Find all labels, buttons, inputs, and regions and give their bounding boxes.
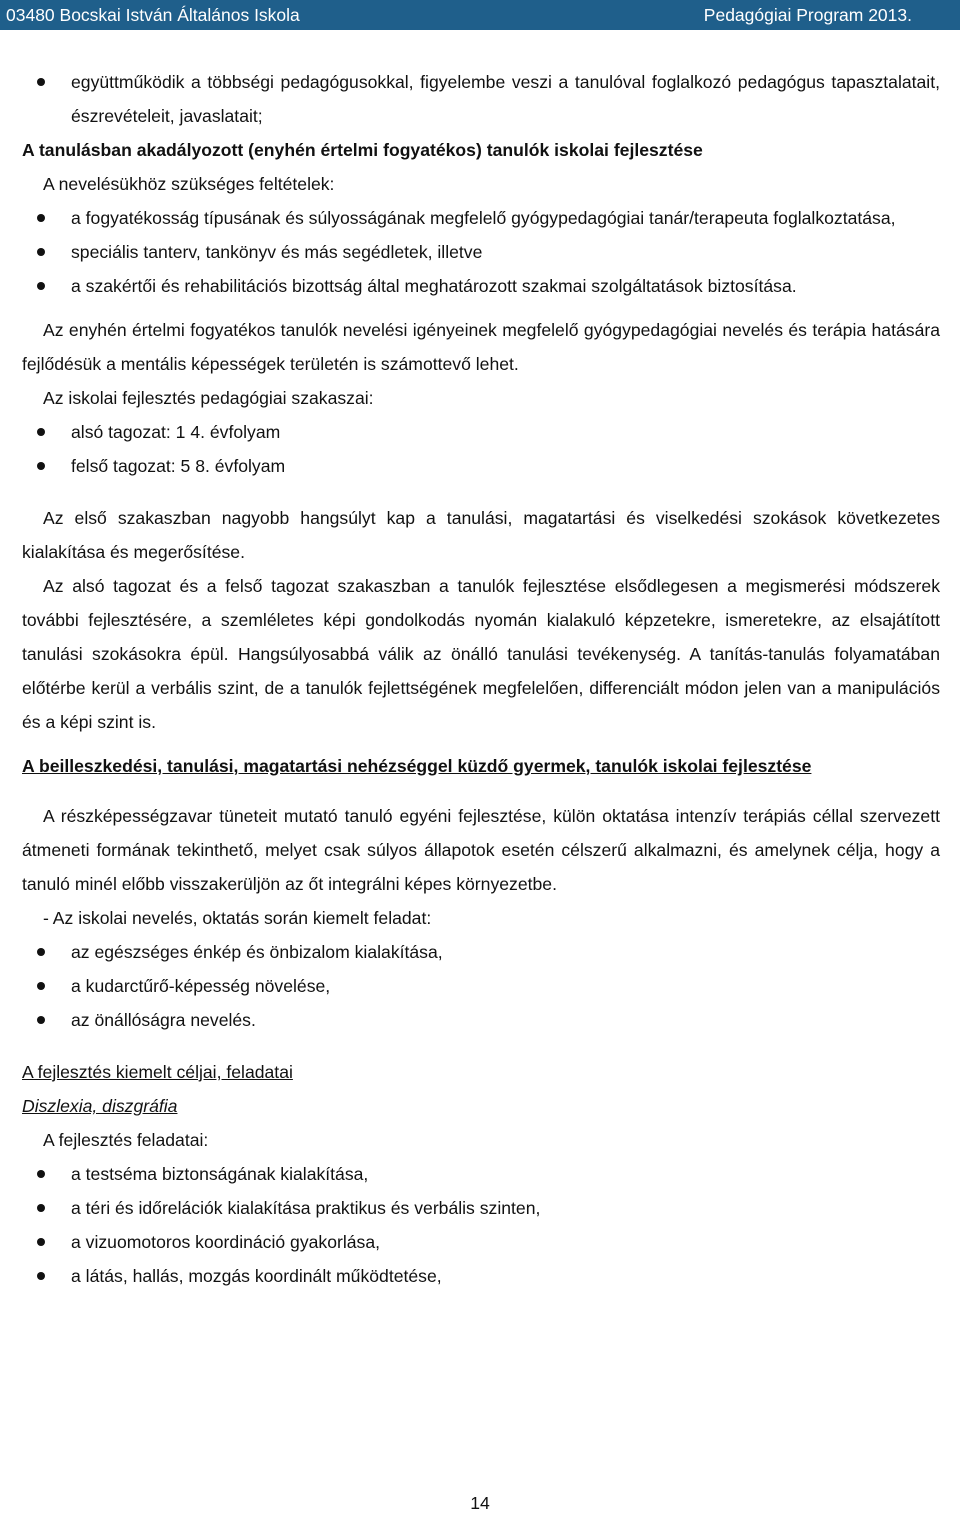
page-header (0, 0, 960, 30)
bullet-icon (37, 78, 45, 86)
development-intro: A fejlesztés feladatai: (43, 1130, 209, 1150)
tasks-intro: - Az iskolai nevelés, oktatás során kiemelt feladat: (43, 908, 432, 928)
list-item: felső tagozat: 5 8. évfolyam (22, 449, 940, 483)
list-item: a testséma biztonságának kialakítása, (22, 1157, 940, 1191)
bullet-icon (37, 214, 45, 222)
list-item: együttműködik a többségi pedagógusokkal, figyelembe veszi a tanulóval foglalkozó pedagógus tapasztalatait, észrevételeit, javaslatait; (22, 65, 940, 133)
paragraph: Az alsó tagozat és a felső tagozat szakaszban a tanulók fejlesztése elsődlegesen a megismerési módszerek további fejlesztésére, a szemléletes képi gondolkodás nyomán kialakuló képzetekre, ismeretekre, az elsajátított tanulási szokásokra épül. Hangsúlyosabbá válik az önálló tanulási tevékenység. A tanítás-tanulás folyamatában előtérbe kerül a verbális szint, de a tanulók fejlettségének megfelelően, differenciált módon jelen van a manipulációs és a képi szint is. (22, 576, 940, 732)
list-item: a szakértői és rehabilitációs bizottság által meghatározott szakmai szolgáltatások biztosítása. (22, 269, 940, 303)
bullet-icon (37, 982, 45, 990)
section-heading-intellectual-disability: A tanulásban akadályozott (enyhén értelmi fogyatékos) tanulók iskolai fejlesztése (22, 140, 703, 160)
conditions-list (22, 201, 940, 303)
cooperation-list (22, 65, 940, 133)
bullet-icon (37, 1238, 45, 1246)
list-item: a kudarctűrő-képesség növelése, (22, 969, 940, 1003)
document-body (22, 65, 940, 1293)
paragraph: Az enyhén értelmi fogyatékos tanulók nevelési igényeinek megfelelő gyógypedagógiai nevelés és terápia hatására fejlődésük a mentális képességek területén is számottevő lehet. (22, 320, 940, 374)
list-item: az önállóságra nevelés. (22, 1003, 940, 1037)
subheading-dyslexia: Diszlexia, diszgráfia (22, 1096, 178, 1116)
bullet-icon (37, 1272, 45, 1280)
page-number: 14 (470, 1493, 490, 1513)
conditions-intro: A nevelésükhöz szükséges feltételek: (43, 174, 335, 194)
bullet-icon (37, 1016, 45, 1024)
list-item: speciális tanterv, tankönyv és más segédletek, illetve (22, 235, 940, 269)
list-item: alsó tagozat: 1 4. évfolyam (22, 415, 940, 449)
tasks-list (22, 935, 940, 1037)
section-heading-learning-difficulties: A beilleszkedési, tanulási, magatartási nehézséggel küzdő gyermek, tanulók iskolai fejlesztése (22, 756, 812, 776)
list-item: a vizuomotoros koordináció gyakorlása, (22, 1225, 940, 1259)
document-title: Pedagógiai Program 2013. (703, 5, 912, 25)
stages-list (22, 415, 940, 483)
bullet-icon (37, 1204, 45, 1212)
list-item: a téri és időrelációk kialakítása praktikus és verbális szinten, (22, 1191, 940, 1225)
bullet-icon (37, 248, 45, 256)
stages-intro: Az iskolai fejlesztés pedagógiai szakaszai: (43, 388, 374, 408)
bullet-icon (37, 428, 45, 436)
list-item: az egészséges énkép és önbizalom kialakítása, (22, 935, 940, 969)
paragraph: Az első szakaszban nagyobb hangsúlyt kap a tanulási, magatartási és viselkedési szokások következetes kialakítása és megerősítése. (22, 508, 940, 562)
list-item: a fogyatékosság típusának és súlyosságának megfelelő gyógypedagógiai tanár/terapeuta foglalkoztatása, (22, 201, 940, 235)
bullet-icon (37, 1170, 45, 1178)
paragraph: A részképességzavar tüneteit mutató tanuló egyéni fejlesztése, külön oktatása intenzív terápiás céllal szervezett átmeneti formának tekinthető, melyet csak súlyos állapotok esetén célszerű alkalmazni, és amelynek célja, hogy a tanuló minél előbb visszakerüljön az őt integrálni képes környezetbe. (22, 806, 940, 894)
development-list (22, 1157, 940, 1293)
bullet-icon (37, 462, 45, 470)
section-heading-goals: A fejlesztés kiemelt céljai, feladatai (22, 1062, 293, 1082)
list-item: a látás, hallás, mozgás koordinált működtetése, (22, 1259, 940, 1293)
bullet-icon (37, 948, 45, 956)
bullet-icon (37, 282, 45, 290)
school-name: 03480 Bocskai István Általános Iskola (6, 5, 300, 25)
